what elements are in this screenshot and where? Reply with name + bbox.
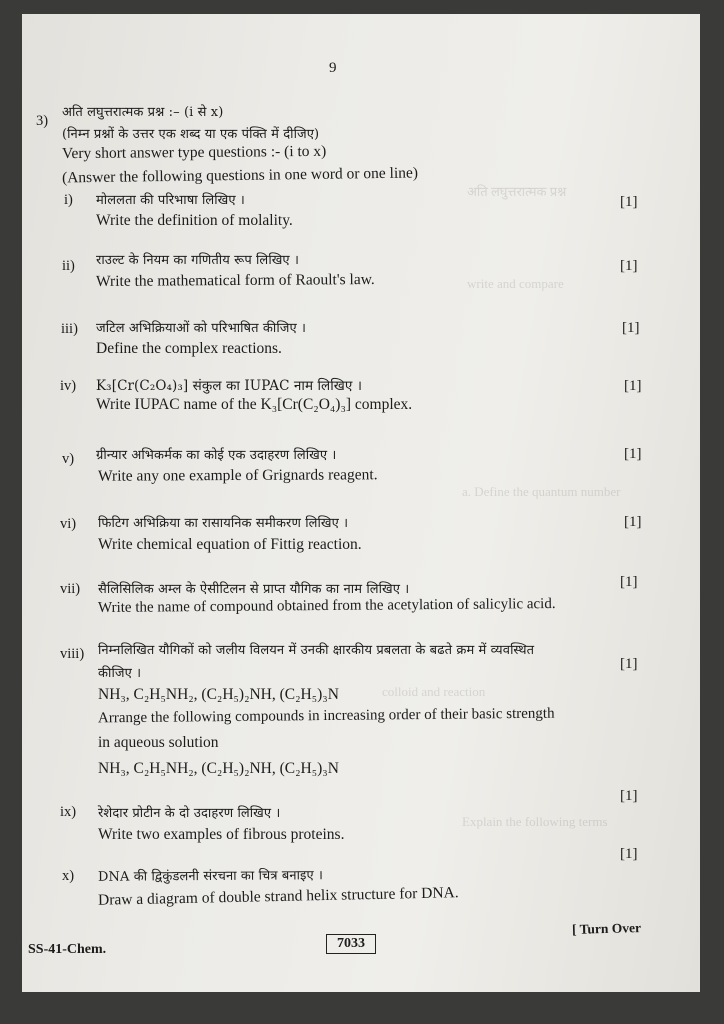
question-text-english: Write any one example of Grignards reagent. [97,466,378,485]
marks: [1] [622,320,640,336]
page-number: 9 [329,60,337,76]
question-text-hindi: DNA की द्विकुंडलनी संरचना का चित्र बनाइए । [97,868,324,885]
question-text-english: Write the definition of molality. [96,212,293,229]
question-number: ii) [62,258,75,274]
question-number: ix) [60,804,77,820]
section-number: 3) [36,113,49,129]
question-text-hindi: ग्रीन्यार अभिकर्मक का कोई एक उदाहरण लिखिए । [96,448,337,463]
question-text-hindi: राउल्ट के नियम का गणितीय रूप लिखिए । [96,253,299,268]
serial-number-box [326,934,376,954]
question-number: iii) [61,321,78,337]
marks: [1] [620,574,638,590]
marks: [1] [624,514,642,530]
show-through-text: a. Define the quantum number [462,484,621,499]
question-text-english: Write IUPAC name of the K₃[Cr(C₂O₄)₃] complex. [96,396,413,413]
question-number: i) [64,192,73,208]
question-text-english: Write the name of compound obtained from the acetylation of salicylic acid. [97,596,556,616]
question-text-english-line2: in aqueous solution [98,734,219,751]
question-number: iv) [60,378,77,394]
question-number: vii) [60,581,81,597]
question-text-english: Write chemical equation of Fittig reaction. [98,536,362,553]
question-text-english-line1: Arrange the following compounds in increasing order of their basic strength [97,705,555,727]
question-text-english: Write the mathematical form of Raoult's law. [95,271,375,290]
question-number: v) [62,451,75,467]
marks: [1] [624,446,642,462]
question-text-english: Draw a diagram of double strand helix structure for DNA. [97,884,459,909]
question-number: vi) [60,516,77,532]
exam-page [22,14,700,992]
question-text-hindi-line2: कीजिए । [98,666,142,681]
show-through-text: write and compare [467,276,564,291]
marks: [1] [620,788,638,804]
question-text-english: Define the complex reactions. [96,340,282,357]
formula-hindi: NH₃, C₂H₅NH₂, (C₂H₅)₂NH, (C₂H₅)₃N [98,686,339,703]
section-heading-hindi: अति लघुत्तरात्मक प्रश्न :– (i से x) [62,105,224,120]
marks: [1] [620,656,638,672]
question-text-hindi: फिटिग अभिक्रिया का रासायनिक समीकरण लिखिए । [98,516,349,531]
marks: [1] [620,846,638,862]
question-text-hindi: सैलिसिलिक अम्ल के ऐसीटिलन से प्राप्त यौगिक का नाम लिखिए । [98,582,410,597]
show-through-text: Explain the following terms [462,814,608,829]
section-heading-english: Very short answer type questions :- (i to x) [61,142,327,163]
serial-number: 7033 [337,936,365,951]
section-instruction-english: (Answer the following questions in one word or one line) [61,164,419,187]
question-text-hindi: रेशेदार प्रोटीन के दो उदाहरण लिखिए । [98,806,281,821]
question-text-hindi: मोललता की परिभाषा लिखिए । [96,193,245,208]
turn-over-label: [ Turn Over [571,920,642,937]
question-number: viii) [60,646,85,662]
marks: [1] [620,194,638,210]
paper-code: SS-41-Chem. [28,942,107,957]
marks: [1] [620,258,638,274]
question-number: x) [62,868,75,884]
show-through-text: अति लघुत्तरात्मक प्रश्न [467,184,567,199]
question-text-hindi: जटिल अभिक्रियाओं को परिभाषित कीजिए । [96,321,307,336]
marks: [1] [624,378,642,394]
show-through-text: colloid and reaction [382,684,486,699]
formula-english: NH₃, C₂H₅NH₂, (C₂H₅)₂NH, (C₂H₅)₃N [98,760,339,777]
question-text-hindi-line1: निम्नलिखित यौगिकों को जलीय विलयन में उनकी क्षारकीय प्रबलता के बढते क्रम में व्यवस्थित [98,643,535,658]
question-text-hindi: K₃[Cr(C₂O₄)₃] संकुल का IUPAC नाम लिखिए । [96,378,363,394]
section-instruction-hindi: (निम्न प्रश्नों के उत्तर एक शब्द या एक पंक्ति में दीजिए) [62,127,320,142]
question-text-english: Write two examples of fibrous proteins. [98,826,345,843]
